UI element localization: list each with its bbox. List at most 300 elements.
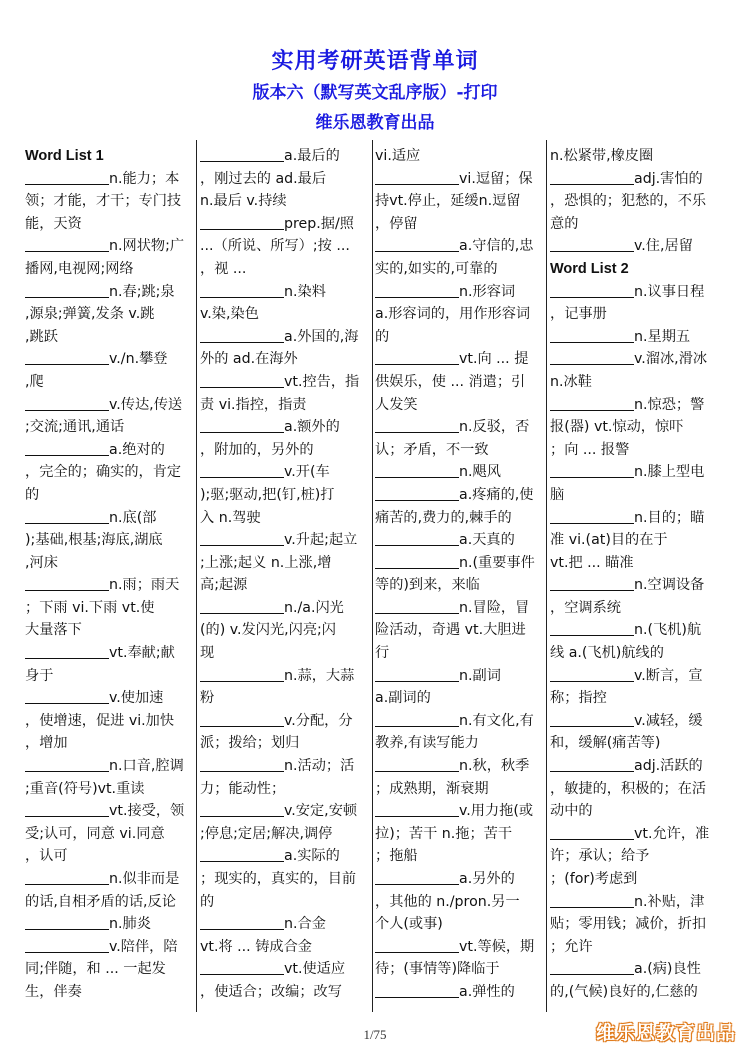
entry-text: n.反驳，否 xyxy=(459,419,530,436)
entry-line xyxy=(550,529,720,552)
answer-blank xyxy=(200,666,284,682)
entry-text: a.天真的 xyxy=(459,532,515,549)
entry-text: ；成熟期，渐衰期 xyxy=(375,780,489,797)
entry-text: 入 n.驾驶 xyxy=(200,509,261,526)
entry-text: n.议事日程 xyxy=(634,283,705,300)
entry-line xyxy=(375,281,545,304)
entry-text: n.补贴，津 xyxy=(634,893,705,910)
entry-text: 准 vi.(at)目的在于 xyxy=(550,532,668,549)
entry-line xyxy=(375,507,545,530)
entry-text: 同;伴随，和 ... 一起发 xyxy=(25,961,166,978)
entry-line xyxy=(550,687,720,710)
answer-blank xyxy=(200,417,284,433)
entry-line xyxy=(375,213,545,236)
entry-text: n.(飞机)航 xyxy=(634,622,702,639)
entry-line xyxy=(375,416,545,439)
entry-text: ;上涨;起义 n.上涨,增 xyxy=(200,554,332,571)
entry-line xyxy=(550,619,720,642)
entry-line xyxy=(550,348,720,371)
entry-text: a.疼痛的,使 xyxy=(459,486,534,503)
entry-text: n.网状物;广 xyxy=(109,238,185,255)
entry-text: a.形容词的，用作形容词 xyxy=(375,306,531,323)
entry-line xyxy=(550,394,720,417)
entry-text: 的 xyxy=(25,486,40,503)
entry-line xyxy=(200,281,370,304)
entry-text: 的话,自相矛盾的话,反论 xyxy=(25,893,176,910)
answer-blank xyxy=(25,756,109,772)
entry-line xyxy=(25,213,195,236)
answer-blank xyxy=(25,282,109,298)
answer-blank xyxy=(200,327,284,343)
entry-text: ，认可 xyxy=(25,848,68,865)
entry-text: n./a.闪光 xyxy=(284,599,344,616)
entry-line xyxy=(550,484,720,507)
entry-text: n.星期五 xyxy=(634,328,691,345)
entry-line xyxy=(25,326,195,349)
word-column-3 xyxy=(375,145,545,1004)
entry-text: a.额外的 xyxy=(284,419,340,436)
entry-line xyxy=(200,778,370,801)
entry-text: );基础,根基;海底,湖底 xyxy=(25,532,163,549)
entry-text: v.分配，分 xyxy=(284,712,353,729)
entry-line xyxy=(375,845,545,868)
entry-text: n.惊恐；警 xyxy=(634,396,705,413)
answer-blank xyxy=(200,846,284,862)
entry-text: n.春;跳;泉 xyxy=(109,283,175,300)
entry-text: v.传达,传送 xyxy=(109,396,183,413)
entry-text: n.似非而是 xyxy=(109,871,180,887)
entry-line xyxy=(25,190,195,213)
entry-text: ,源泉;弹簧,发条 v.跳 xyxy=(25,306,155,323)
entry-line xyxy=(375,823,545,846)
entry-text: vt.把 ... 瞄准 xyxy=(550,554,634,571)
entry-line xyxy=(550,281,720,304)
entry-text: 粉 xyxy=(200,690,215,707)
entry-text: n.副词 xyxy=(459,667,501,684)
entry-text: 播网,电视网;网络 xyxy=(25,260,134,277)
answer-blank xyxy=(550,575,634,591)
entry-text: n.最后 v.持续 xyxy=(200,193,287,210)
entry-text: n.膝上型电 xyxy=(634,464,705,481)
entry-line xyxy=(375,800,545,823)
entry-line xyxy=(200,348,370,371)
entry-text: vi.逗留；保 xyxy=(459,170,533,187)
entry-text: n.松紧带,橡皮圈 xyxy=(550,148,654,164)
entry-line xyxy=(550,552,720,575)
entry-line xyxy=(550,235,720,258)
entry-text: Word List 2 xyxy=(550,260,629,277)
entry-text: ，刚过去的 ad.最后 xyxy=(200,170,327,187)
answer-blank xyxy=(375,982,459,998)
answer-blank xyxy=(375,711,459,727)
word-list-title xyxy=(25,145,195,168)
entry-line xyxy=(25,258,195,281)
entry-line xyxy=(25,710,195,733)
entry-line xyxy=(200,981,370,1004)
publisher-line: 维乐恩教育出品 xyxy=(315,113,435,133)
entry-line xyxy=(200,484,370,507)
entry-line xyxy=(200,552,370,575)
entry-line xyxy=(200,710,370,733)
entry-line xyxy=(200,642,370,665)
entry-line xyxy=(550,732,720,755)
entry-text: v.开(车 xyxy=(284,464,330,481)
entry-text: n.秋，秋季 xyxy=(459,758,530,775)
answer-blank xyxy=(25,440,109,456)
entry-line xyxy=(375,665,545,688)
entry-line xyxy=(375,574,545,597)
entry-text: 线 a.(飞机)航线的 xyxy=(550,645,664,662)
answer-blank xyxy=(375,236,459,252)
entry-line xyxy=(200,303,370,326)
entry-line xyxy=(25,303,195,326)
entry-text: ，完全的；确实的，肯定 xyxy=(25,464,182,481)
entry-text: adj.活跃的 xyxy=(634,758,703,775)
entry-line xyxy=(550,845,720,868)
answer-blank xyxy=(200,598,284,614)
answer-blank xyxy=(375,282,459,298)
entry-line xyxy=(375,439,545,462)
entry-text: 身于 xyxy=(25,667,54,684)
entry-text: ；向 ... 报警 xyxy=(550,441,630,458)
entry-text: 持vt.停止，延缓n.逗留 xyxy=(375,193,521,210)
entry-line xyxy=(25,642,195,665)
entry-line xyxy=(25,416,195,439)
entry-text: 动中的 xyxy=(550,803,593,820)
answer-blank xyxy=(200,282,284,298)
entry-line xyxy=(200,258,370,281)
answer-blank xyxy=(550,395,634,411)
entry-line xyxy=(25,868,195,891)
entry-line xyxy=(550,416,720,439)
entry-line xyxy=(375,981,545,1004)
entry-line xyxy=(375,868,545,891)
answer-blank xyxy=(200,214,284,230)
entry-line xyxy=(375,484,545,507)
answer-blank xyxy=(550,756,634,772)
entry-line xyxy=(550,168,720,191)
entry-text: vi.适应 xyxy=(375,148,421,164)
entry-text: 现 xyxy=(200,645,215,662)
answer-blank xyxy=(25,643,109,659)
answer-blank xyxy=(375,756,459,772)
entry-text: 的,(气候)良好的,仁慈的 xyxy=(550,983,698,1000)
answer-blank xyxy=(550,236,634,252)
answer-blank xyxy=(550,282,634,298)
entry-line xyxy=(25,913,195,936)
entry-line xyxy=(200,145,370,168)
entry-text: 行 xyxy=(375,645,390,662)
entry-text: ;重音(符号)vt.重读 xyxy=(25,780,145,797)
entry-text: ，使增速，促进 vi.加快 xyxy=(25,712,175,729)
entry-line xyxy=(550,981,720,1004)
entry-text: 待；(事情等)降临于 xyxy=(375,961,500,978)
entry-line xyxy=(25,732,195,755)
entry-text: (的) v.发闪光,闪亮;闪 xyxy=(200,622,336,639)
answer-blank xyxy=(200,914,284,930)
entry-text: ;停息;定居;解决,调停 xyxy=(200,825,333,842)
entry-line xyxy=(25,845,195,868)
answer-blank xyxy=(200,462,284,478)
entry-text: v.溜冰,滑冰 xyxy=(634,351,708,368)
entry-line xyxy=(200,868,370,891)
answer-blank xyxy=(550,666,634,682)
entry-text: n.雨；雨天 xyxy=(109,577,180,594)
entry-text: v.断言，宣 xyxy=(634,667,703,684)
entry-text: 受;认可，同意 vi.同意 xyxy=(25,825,165,842)
entry-text: a.守信的,忠 xyxy=(459,238,534,255)
entry-line xyxy=(200,574,370,597)
answer-blank xyxy=(550,620,634,636)
entry-line xyxy=(550,439,720,462)
entry-line xyxy=(375,619,545,642)
entry-line xyxy=(375,461,545,484)
answer-blank xyxy=(200,146,284,162)
entry-text: ,河床 xyxy=(25,554,58,571)
entry-text: v./n.攀登 xyxy=(109,351,168,368)
entry-line xyxy=(25,755,195,778)
entry-text: n.(重要事件 xyxy=(459,554,535,571)
entry-text: ;交流;通讯,通话 xyxy=(25,419,125,436)
entry-line xyxy=(550,597,720,620)
entry-text: 脑 xyxy=(550,486,565,503)
entry-line xyxy=(550,823,720,846)
entry-line xyxy=(375,687,545,710)
entry-text: n.肺炎 xyxy=(109,916,151,933)
entry-line xyxy=(550,710,720,733)
entry-line xyxy=(375,642,545,665)
entry-line xyxy=(550,755,720,778)
entry-line xyxy=(550,507,720,530)
entry-text: vt.控告，指 xyxy=(284,373,360,390)
answer-blank xyxy=(375,869,459,885)
entry-text: 实的,如实的,可靠的 xyxy=(375,260,498,277)
page-number: 1/75 xyxy=(363,1027,387,1042)
entry-text: 贴；零用钱；减价，折扣 xyxy=(550,916,707,933)
entry-line xyxy=(375,168,545,191)
entry-line xyxy=(25,235,195,258)
entry-text: vt.奉献;献 xyxy=(109,645,175,662)
entry-text: n.染料 xyxy=(284,283,326,300)
entry-line xyxy=(375,913,545,936)
word-column-4 xyxy=(550,145,720,1004)
entry-line xyxy=(550,891,720,914)
entry-line xyxy=(200,936,370,959)
entry-text: vt.使适应 xyxy=(284,961,346,978)
entry-line xyxy=(375,303,545,326)
answer-blank xyxy=(375,801,459,817)
answer-blank xyxy=(550,892,634,908)
entry-text: 报(器) vt.惊动，惊吓 xyxy=(550,419,684,436)
entry-text: n.冒险，冒 xyxy=(459,599,530,616)
entry-line xyxy=(375,348,545,371)
entry-text: 险活动，奇遇 vt.大胆进 xyxy=(375,622,526,639)
entry-line xyxy=(25,800,195,823)
entry-line xyxy=(25,687,195,710)
entry-text: 人发笑 xyxy=(375,396,418,413)
entry-text: 责 vi.指控，指责 xyxy=(200,396,307,413)
entry-text: a.绝对的 xyxy=(109,441,165,458)
entry-text: ，空调系统 xyxy=(550,599,621,616)
entry-text: ，其他的 n./pron.另一 xyxy=(375,893,520,910)
entry-text: 教养,有读写能力 xyxy=(375,735,479,752)
entry-line xyxy=(200,461,370,484)
entry-line xyxy=(200,394,370,417)
entry-line xyxy=(25,484,195,507)
entry-line xyxy=(200,235,370,258)
answer-blank xyxy=(25,801,109,817)
entry-line xyxy=(200,371,370,394)
entry-text: n.有文化,有 xyxy=(459,712,534,729)
column-divider xyxy=(196,140,197,1012)
entry-text: 供娱乐，使 ... 消遣；引 xyxy=(375,373,526,390)
entry-line xyxy=(200,416,370,439)
entry-line xyxy=(375,732,545,755)
entry-text: 能，天资 xyxy=(25,215,82,232)
entry-text: );驱;驱动,把(钉,桩)打 xyxy=(200,486,335,503)
entry-text: 大量落下 xyxy=(25,622,82,639)
word-column-2 xyxy=(200,145,370,1004)
entry-text: v.用力拖(或 xyxy=(459,803,534,820)
entry-line xyxy=(25,665,195,688)
entry-text: 力；能动性； xyxy=(200,780,286,797)
entry-line xyxy=(200,687,370,710)
entry-line xyxy=(375,891,545,914)
entry-text: ；下雨 vi.下雨 vt.使 xyxy=(25,599,155,616)
entry-text: 生，伴奏 xyxy=(25,983,82,1000)
entry-line xyxy=(550,574,720,597)
entry-text: v.减轻，缓 xyxy=(634,712,703,729)
entry-line xyxy=(550,461,720,484)
entry-line xyxy=(550,303,720,326)
answer-blank xyxy=(550,349,634,365)
entry-line xyxy=(25,891,195,914)
entry-text: v.使加速 xyxy=(109,690,164,707)
entry-line xyxy=(200,913,370,936)
entry-line xyxy=(200,732,370,755)
entry-line xyxy=(200,891,370,914)
entry-line xyxy=(25,597,195,620)
entry-line xyxy=(25,168,195,191)
entry-text: ,爬 xyxy=(25,373,44,390)
answer-blank xyxy=(375,169,459,185)
entry-line xyxy=(200,168,370,191)
entry-text: n.空调设备 xyxy=(634,577,705,594)
entry-text: 领；才能，才干；专门技 xyxy=(25,193,182,210)
entry-text: 的 xyxy=(200,893,215,910)
entry-line xyxy=(375,755,545,778)
answer-blank xyxy=(25,575,109,591)
entry-text: n.飓风 xyxy=(459,464,501,481)
entry-line xyxy=(375,258,545,281)
answer-blank xyxy=(375,598,459,614)
entry-line xyxy=(25,574,195,597)
page-subtitle: 版本六（默写英文乱序版）-打印 xyxy=(252,83,498,103)
entry-line xyxy=(550,326,720,349)
answer-blank xyxy=(25,869,109,885)
entry-line xyxy=(200,823,370,846)
entry-text: a.副词的 xyxy=(375,690,431,707)
entry-line xyxy=(550,868,720,891)
entry-text: ，增加 xyxy=(25,735,68,752)
answer-blank xyxy=(550,327,634,343)
entry-line xyxy=(375,936,545,959)
answer-blank xyxy=(200,372,284,388)
entry-text: 外的 ad.在海外 xyxy=(200,351,298,368)
entry-line xyxy=(375,778,545,801)
page-title: 实用考研英语背单词 xyxy=(271,49,479,74)
entry-line xyxy=(200,529,370,552)
entry-text: 认；矛盾，不一致 xyxy=(375,441,489,458)
entry-line xyxy=(200,800,370,823)
answer-blank xyxy=(200,711,284,727)
answer-blank xyxy=(375,937,459,953)
entry-line xyxy=(550,778,720,801)
entry-line xyxy=(25,823,195,846)
entry-text: v.升起;起立 xyxy=(284,532,358,549)
answer-blank xyxy=(200,530,284,546)
entry-line xyxy=(25,439,195,462)
entry-text: Word List 1 xyxy=(25,148,104,164)
answer-blank xyxy=(25,349,109,365)
entry-line xyxy=(375,145,545,168)
answer-blank xyxy=(375,530,459,546)
entry-line xyxy=(200,190,370,213)
answer-blank xyxy=(550,462,634,478)
entry-text: n.底(部 xyxy=(109,509,157,526)
entry-line xyxy=(200,755,370,778)
answer-blank xyxy=(375,462,459,478)
answer-blank xyxy=(25,508,109,524)
entry-text: 许；承认；给予 xyxy=(550,848,650,865)
entry-line xyxy=(200,507,370,530)
entry-text: ，附加的，另外的 xyxy=(200,441,314,458)
answer-blank xyxy=(25,937,109,953)
entry-text: n.口音,腔调 xyxy=(109,758,184,775)
word-list-title xyxy=(550,258,720,281)
entry-text: v.陪伴，陪 xyxy=(109,938,178,955)
column-divider xyxy=(372,140,373,1012)
entry-text: vt.等候，期 xyxy=(459,938,535,955)
answer-blank xyxy=(25,395,109,411)
entry-text: prep.据/照 xyxy=(284,215,354,232)
entry-line xyxy=(550,936,720,959)
entry-line xyxy=(25,529,195,552)
entry-text: adj.害怕的 xyxy=(634,170,703,187)
entry-line xyxy=(200,958,370,981)
entry-line xyxy=(200,213,370,236)
entry-line xyxy=(375,597,545,620)
entry-text: n.活动；活 xyxy=(284,758,355,775)
entry-text: a.最后的 xyxy=(284,148,340,164)
entry-line xyxy=(375,235,545,258)
entry-line xyxy=(25,371,195,394)
entry-line xyxy=(375,190,545,213)
column-divider xyxy=(546,140,547,1012)
entry-text: a.外国的,海 xyxy=(284,328,359,345)
entry-text: n.冰鞋 xyxy=(550,373,592,390)
entry-text: a.(病)良性 xyxy=(634,961,701,978)
entry-line xyxy=(550,190,720,213)
entry-text: vt.接受，领 xyxy=(109,803,185,820)
entry-line xyxy=(200,845,370,868)
entry-text: 等的)到来，来临 xyxy=(375,577,480,594)
entry-text: ；允许 xyxy=(550,938,593,955)
entry-text: ；(for)考虑到 xyxy=(550,871,638,887)
entry-text: vt.允许，准 xyxy=(634,825,710,842)
answer-blank xyxy=(25,236,109,252)
entry-text: 高;起源 xyxy=(200,577,248,594)
